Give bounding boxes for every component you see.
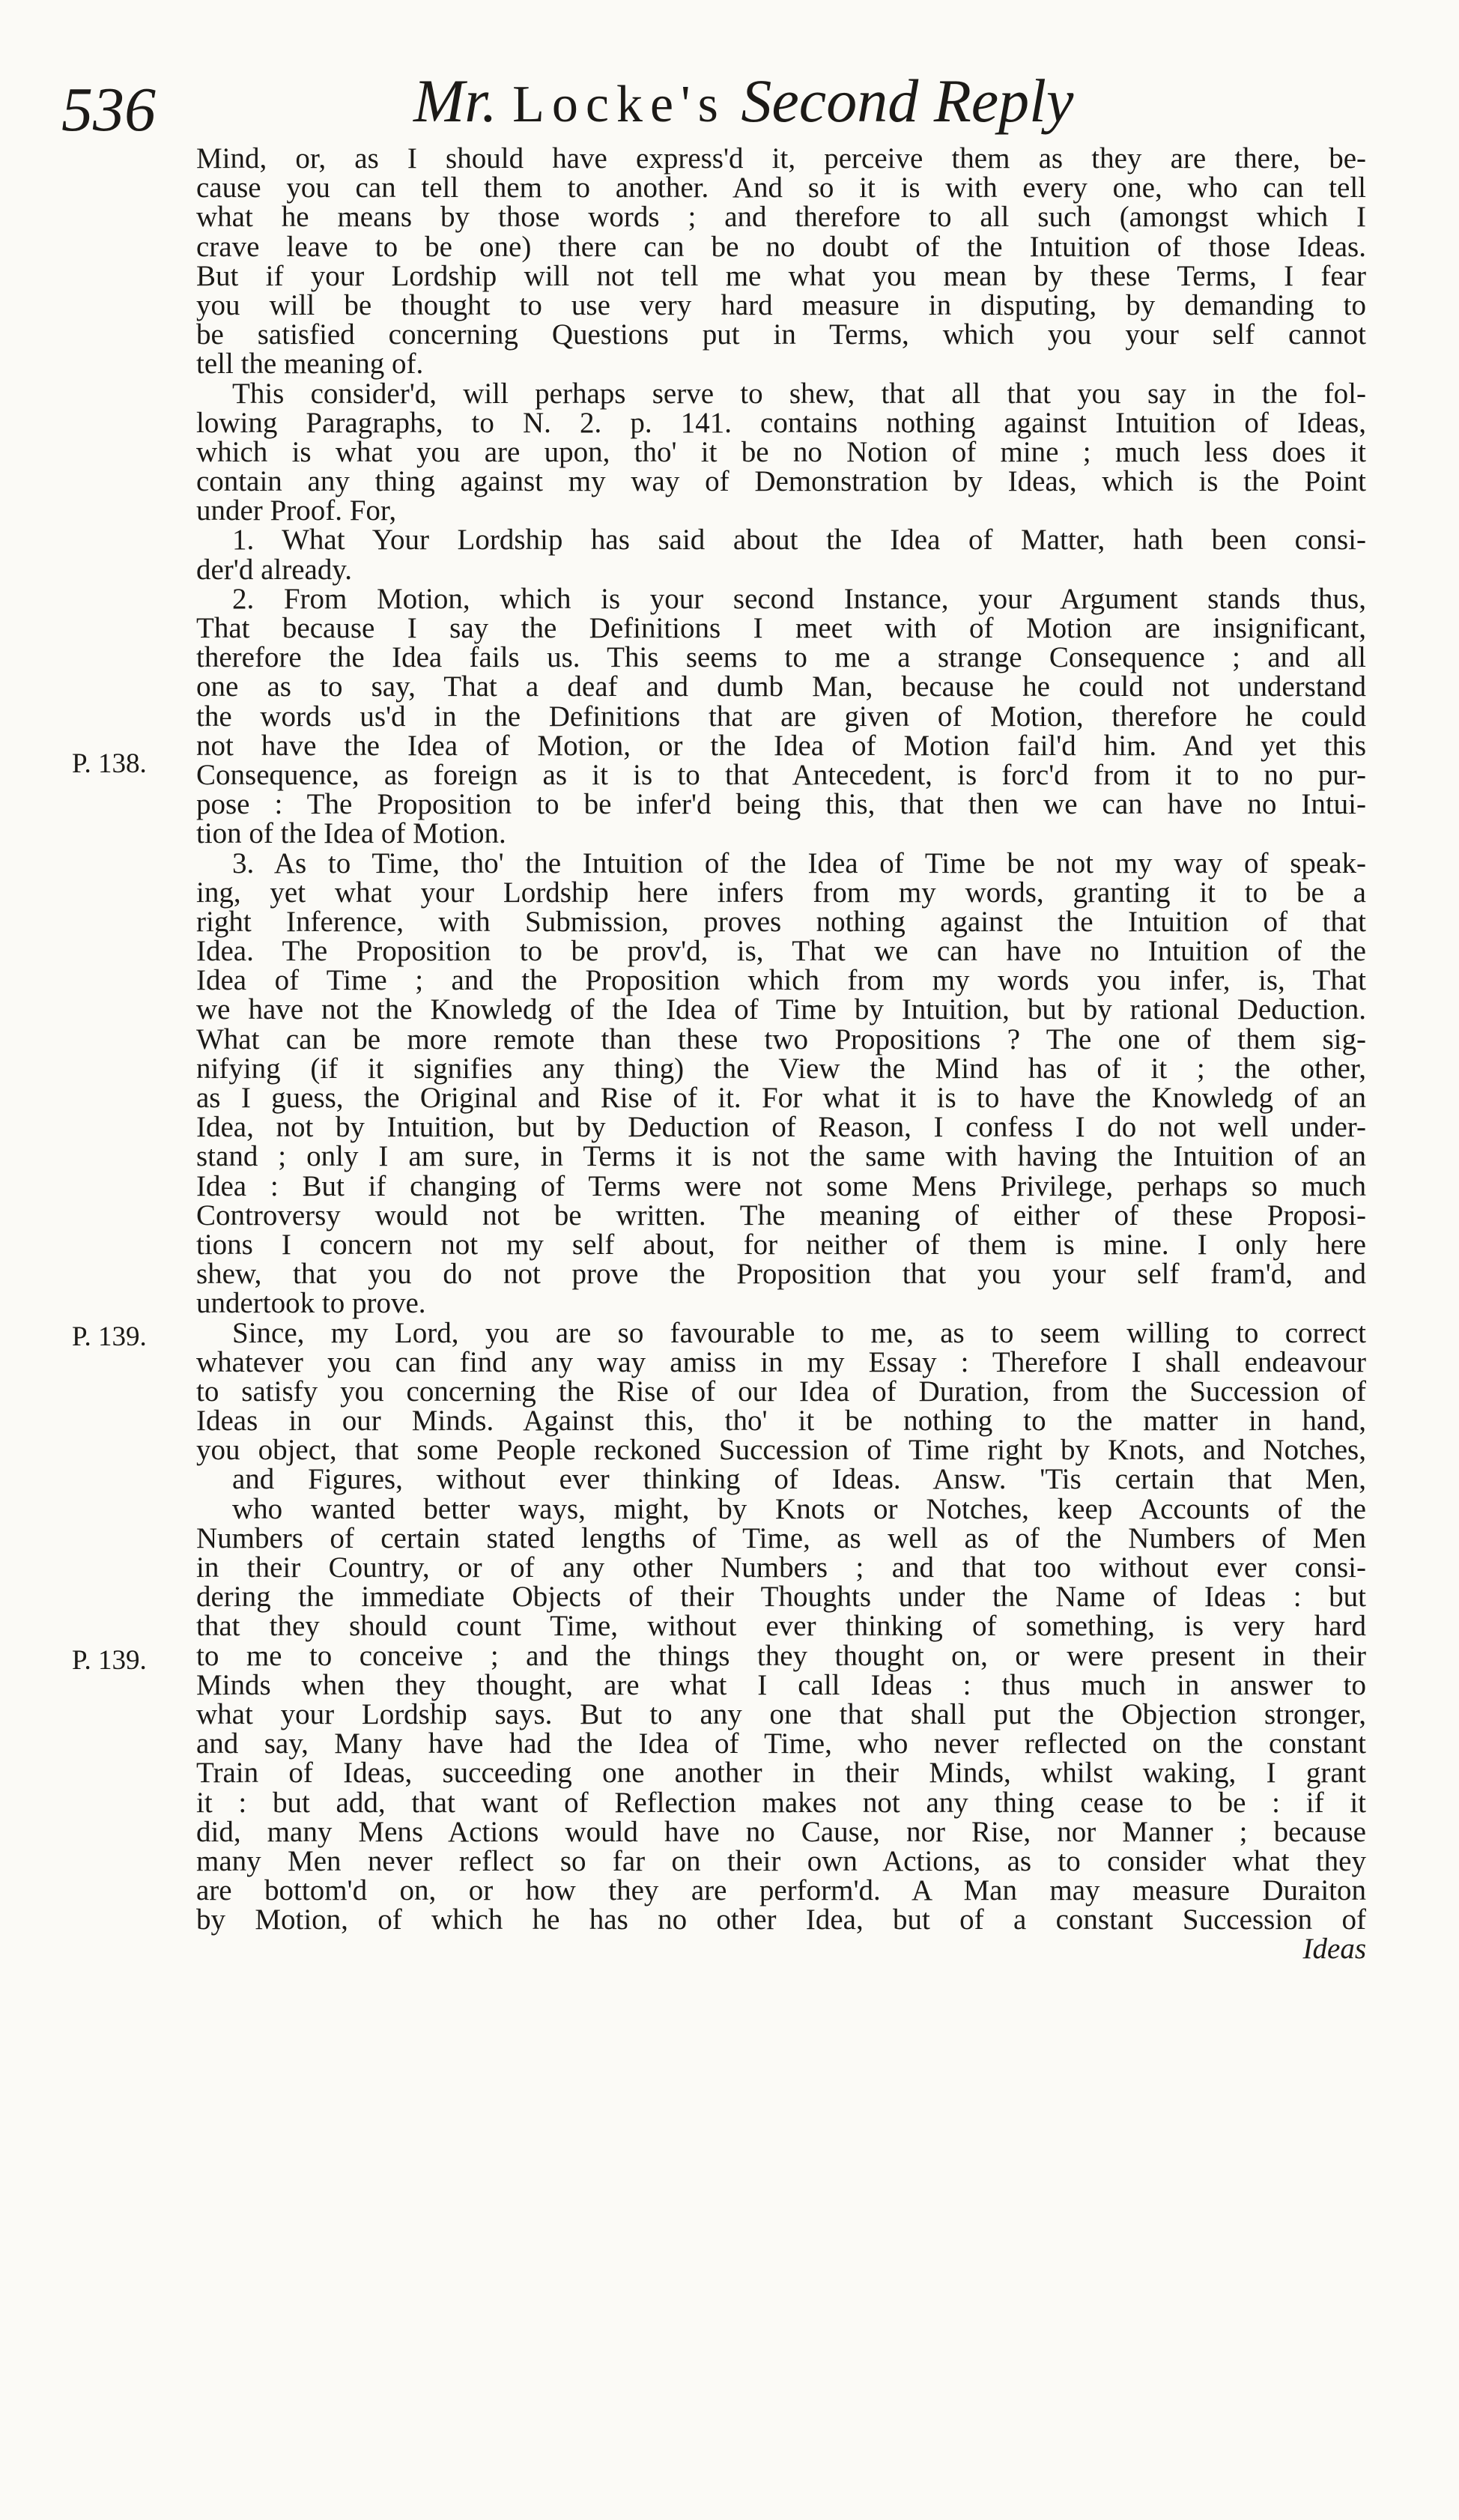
- text-line: cause you can tell them to another. And so it is with every one, who can tell: [196, 172, 1366, 205]
- text-line: Mind, or, as I should have express'd it, perceive them as they are there, be-: [196, 142, 1366, 175]
- title-name: Locke's: [512, 76, 726, 133]
- text-line: 1. What Your Lordship has said about the Idea of Matter, hath been consi-: [232, 524, 1366, 557]
- text-line: But if your Lordship will not tell me what you mean by these Terms, I fear: [196, 259, 1366, 292]
- text-line: Train of Ideas, succeeding one another in their Minds, whilst waking, I grant: [196, 1757, 1366, 1790]
- title-prefix: Mr.: [413, 67, 497, 135]
- text-line: lowing Paragraphs, to N. 2. p. 141. contains nothing against Intuition of Ideas,: [196, 406, 1366, 439]
- text-line: one as to say, That a deaf and dumb Man, because he could not understand: [196, 670, 1366, 703]
- title-rest: Second Reply: [741, 67, 1074, 135]
- text-line: This consider'd, will perhaps serve to shew, that all that you say in the fol-: [232, 377, 1366, 410]
- text-line: we have not the Knowledg of the Idea of Time by Intuition, but by rational Deduction.: [196, 993, 1366, 1026]
- running-header: [61, 66, 1380, 148]
- text-line: it : but add, that want of Reflection makes not any thing cease to be : if it: [196, 1786, 1366, 1819]
- text-line: Since, my Lord, you are so favourable to me, as to seem willing to correct: [232, 1316, 1366, 1349]
- text-line: dering the immediate Objects of their Thoughts under the Name of Ideas : but: [196, 1581, 1366, 1614]
- text-line: Idea of Time ; and the Proposition which from my words you infer, is, That: [196, 964, 1366, 997]
- margin-note: P. 139.: [72, 1645, 147, 1676]
- text-line: contain any thing against my way of Demonstration by Ideas, which is the Point: [196, 465, 1366, 498]
- text-line: ing, yet what your Lordship here infers from my words, granting it to be a: [196, 876, 1366, 909]
- text-line: which is what you are upon, tho' it be no Notion of mine ; much less does it: [196, 435, 1366, 468]
- text-line: der'd already.: [196, 553, 353, 586]
- text-line: to me to conceive ; and the things they thought on, or were present in their: [196, 1639, 1366, 1672]
- text-line: Controversy would not be written. The meaning of either of these Proposi-: [196, 1199, 1366, 1232]
- text-line: whatever you can find any way amiss in my Essay : Therefore I shall endeavour: [196, 1345, 1366, 1378]
- text-line: and say, Many have had the Idea of Time, who never reflected on the constant: [196, 1727, 1366, 1760]
- text-line: tion of the Idea of Motion.: [196, 817, 506, 850]
- text-line: to satisfy you concerning the Rise of our Idea of Duration, from the Succession of: [196, 1375, 1366, 1408]
- text-line: Minds when they thought, are what I call Ideas : thus much in answer to: [196, 1668, 1366, 1701]
- text-line: Idea : But if changing of Terms were not some Mens Privilege, perhaps so much: [196, 1169, 1366, 1202]
- page-text: [196, 144, 1366, 1964]
- text-line: undertook to prove.: [196, 1287, 426, 1320]
- text-line: tell the meaning of.: [196, 348, 424, 381]
- text-line: are bottom'd on, or how they are perform'd. A Man may measure Duraiton: [196, 1874, 1366, 1907]
- catchword: Ideas: [1302, 1933, 1366, 1966]
- page-number: 536: [61, 75, 156, 145]
- text-line: who wanted better ways, might, by Knots or Notches, keep Accounts of the: [232, 1492, 1366, 1525]
- margin-note: P. 138.: [72, 748, 147, 779]
- text-line: nifying (if it signifies any thing) the View the Mind has of it ; the other,: [196, 1052, 1366, 1085]
- text-line: 3. As to Time, tho' the Intuition of the Idea of Time be not my way of speak-: [232, 846, 1366, 879]
- text-line: you object, that some People reckoned Succession of Time right by Knots, and Notches,: [196, 1434, 1366, 1467]
- text-line: tions I concern not my self about, for neither of them is mine. I only here: [196, 1228, 1366, 1261]
- text-line: be satisfied concerning Questions put in Terms, which you your self cannot: [196, 318, 1366, 351]
- text-line: Consequence, as foreign as it is to that Antecedent, is forc'd from it to no pur-: [196, 758, 1366, 791]
- text-line: Ideas in our Minds. Against this, tho' it be nothing to the matter in hand,: [196, 1405, 1366, 1438]
- text-line: shew, that you do not prove the Proposition that you your self fram'd, and: [196, 1258, 1366, 1291]
- text-line: the words us'd in the Definitions that are given of Motion, therefore he could: [196, 700, 1366, 733]
- text-line: Idea, not by Intuition, but by Deduction of Reason, I confess I do not well under-: [196, 1111, 1366, 1144]
- text-line: you will be thought to use very hard measure in disputing, by demanding to: [196, 288, 1366, 321]
- text-line: that they should count Time, without ever thinking of something, is very hard: [196, 1610, 1366, 1643]
- text-line: pose : The Proposition to be infer'd being this, that then we can have no Intui-: [196, 788, 1366, 821]
- text-line: crave leave to be one) there can be no doubt of the Intuition of those Ideas.: [196, 230, 1366, 263]
- text-line: what he means by those words ; and therefore to all such (amongst which I: [196, 201, 1366, 234]
- text-line: in their Country, or of any other Numbers ; and that too without ever consi-: [196, 1551, 1366, 1584]
- text-line: therefore the Idea fails us. This seems to me a strange Consequence ; and all: [196, 641, 1366, 674]
- text-line: and Figures, without ever thinking of Ideas. Answ. 'Tis certain that Men,: [232, 1463, 1366, 1496]
- text-line: not have the Idea of Motion, or the Idea of Motion fail'd him. And yet this: [196, 729, 1366, 762]
- text-line: many Men never reflect so far on their own Actions, as to consider what they: [196, 1844, 1366, 1877]
- running-title: [413, 66, 1073, 136]
- text-line: Idea. The Proposition to be prov'd, is, That we can have no Intuition of the: [196, 935, 1366, 968]
- text-line: What can be more remote than these two Propositions ? The one of them sig-: [196, 1023, 1366, 1055]
- text-line: as I guess, the Original and Rise of it. For what it is to have the Knowledg of an: [196, 1082, 1366, 1114]
- margin-note: P. 139.: [72, 1321, 147, 1352]
- text-line: That because I say the Definitions I meet with of Motion are insignificant,: [196, 612, 1366, 644]
- text-line: what your Lordship says. But to any one that shall put the Objection stronger,: [196, 1697, 1366, 1730]
- text-line: did, many Mens Actions would have no Cause, nor Rise, nor Manner ; because: [196, 1815, 1366, 1848]
- text-line: 2. From Motion, which is your second Instance, your Argument stands thus,: [232, 582, 1366, 615]
- text-line: Numbers of certain stated lengths of Time, as well as of the Numbers of Men: [196, 1521, 1366, 1554]
- text-line: stand ; only I am sure, in Terms it is not the same with having the Intuition of an: [196, 1140, 1366, 1173]
- text-line: by Motion, of which he has no other Idea, but of a constant Succession of: [196, 1903, 1366, 1936]
- text-line: right Inference, with Submission, proves nothing against the Intuition of that: [196, 905, 1366, 938]
- text-line: under Proof. For,: [196, 494, 397, 527]
